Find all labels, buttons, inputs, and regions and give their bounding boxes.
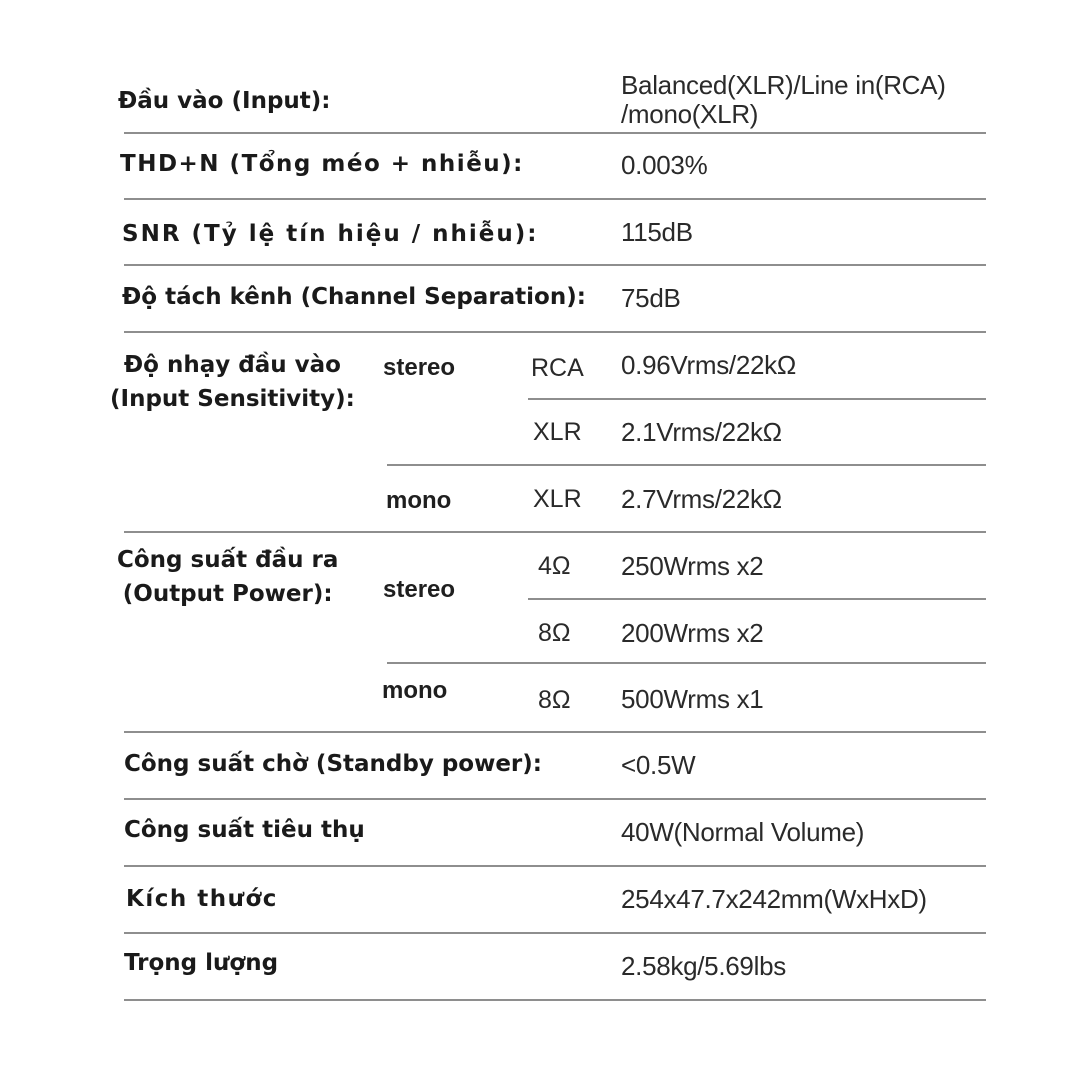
dimensions-label: Kích thước xyxy=(126,886,278,912)
weight-value: 2.58kg/5.69lbs xyxy=(621,951,786,981)
weight-label: Trọng lượng xyxy=(124,950,279,976)
output-impedance: 8Ω xyxy=(538,619,571,647)
input-value-line2: /mono(XLR) xyxy=(621,99,759,129)
input-value xyxy=(621,71,946,129)
thd-value: 0.003% xyxy=(621,150,708,180)
row-divider xyxy=(124,798,986,800)
sensitivity-stereo-label: stereo xyxy=(383,354,456,381)
row-divider xyxy=(387,662,986,664)
separation-value: 75dB xyxy=(621,283,681,313)
snr-value: 115dB xyxy=(621,217,693,247)
standby-label: Công suất chờ (Standby power): xyxy=(124,751,542,777)
sensitivity-connector: XLR xyxy=(533,418,582,446)
row-divider xyxy=(124,999,986,1001)
output-label-line2: (Output Power): xyxy=(122,581,333,607)
dimensions-value: 254x47.7x242mm(WxHxD) xyxy=(621,884,927,914)
consumption-value: 40W(Normal Volume) xyxy=(621,817,865,847)
row-divider xyxy=(124,132,986,134)
sensitivity-label-line2: (Input Sensitivity): xyxy=(110,386,355,412)
row-divider xyxy=(387,464,986,466)
sensitivity-mono-label: mono xyxy=(386,487,452,514)
separation-label: Độ tách kênh (Channel Separation): xyxy=(122,284,586,310)
sensitivity-value: 2.1Vrms/22kΩ xyxy=(621,417,782,447)
row-divider xyxy=(124,731,986,733)
sensitivity-label xyxy=(110,348,355,416)
output-impedance: 8Ω xyxy=(538,686,571,714)
consumption-label: Công suất tiêu thụ xyxy=(124,817,365,843)
row-divider xyxy=(124,932,986,934)
row-divider xyxy=(124,331,986,333)
sensitivity-value: 0.96Vrms/22kΩ xyxy=(621,350,796,380)
input-value-line1: Balanced(XLR)/Line in(RCA) xyxy=(621,70,946,100)
sensitivity-connector: XLR xyxy=(533,485,582,513)
row-divider xyxy=(528,398,986,400)
row-divider xyxy=(124,531,986,533)
output-value: 200Wrms x2 xyxy=(621,618,764,648)
output-label-line1: Công suất đầu ra xyxy=(117,547,339,573)
row-divider xyxy=(124,198,986,200)
row-divider xyxy=(124,865,986,867)
row-divider xyxy=(124,264,986,266)
output-label xyxy=(117,543,338,611)
output-value: 500Wrms x1 xyxy=(621,684,764,714)
snr-label: SNR (Tỷ lệ tín hiệu / nhiễu): xyxy=(122,221,539,247)
standby-value: <0.5W xyxy=(621,750,696,780)
output-mono-label: mono xyxy=(382,677,448,704)
output-stereo-label: stereo xyxy=(383,576,456,603)
thd-label: THD+N (Tổng méo + nhiễu): xyxy=(120,151,524,177)
sensitivity-value: 2.7Vrms/22kΩ xyxy=(621,484,782,514)
sensitivity-label-line1: Độ nhạy đầu vào xyxy=(123,352,341,378)
input-label: Đầu vào (Input): xyxy=(118,88,331,114)
sensitivity-connector: RCA xyxy=(531,354,584,382)
output-impedance: 4Ω xyxy=(538,552,571,580)
output-value: 250Wrms x2 xyxy=(621,551,764,581)
row-divider xyxy=(528,598,986,600)
